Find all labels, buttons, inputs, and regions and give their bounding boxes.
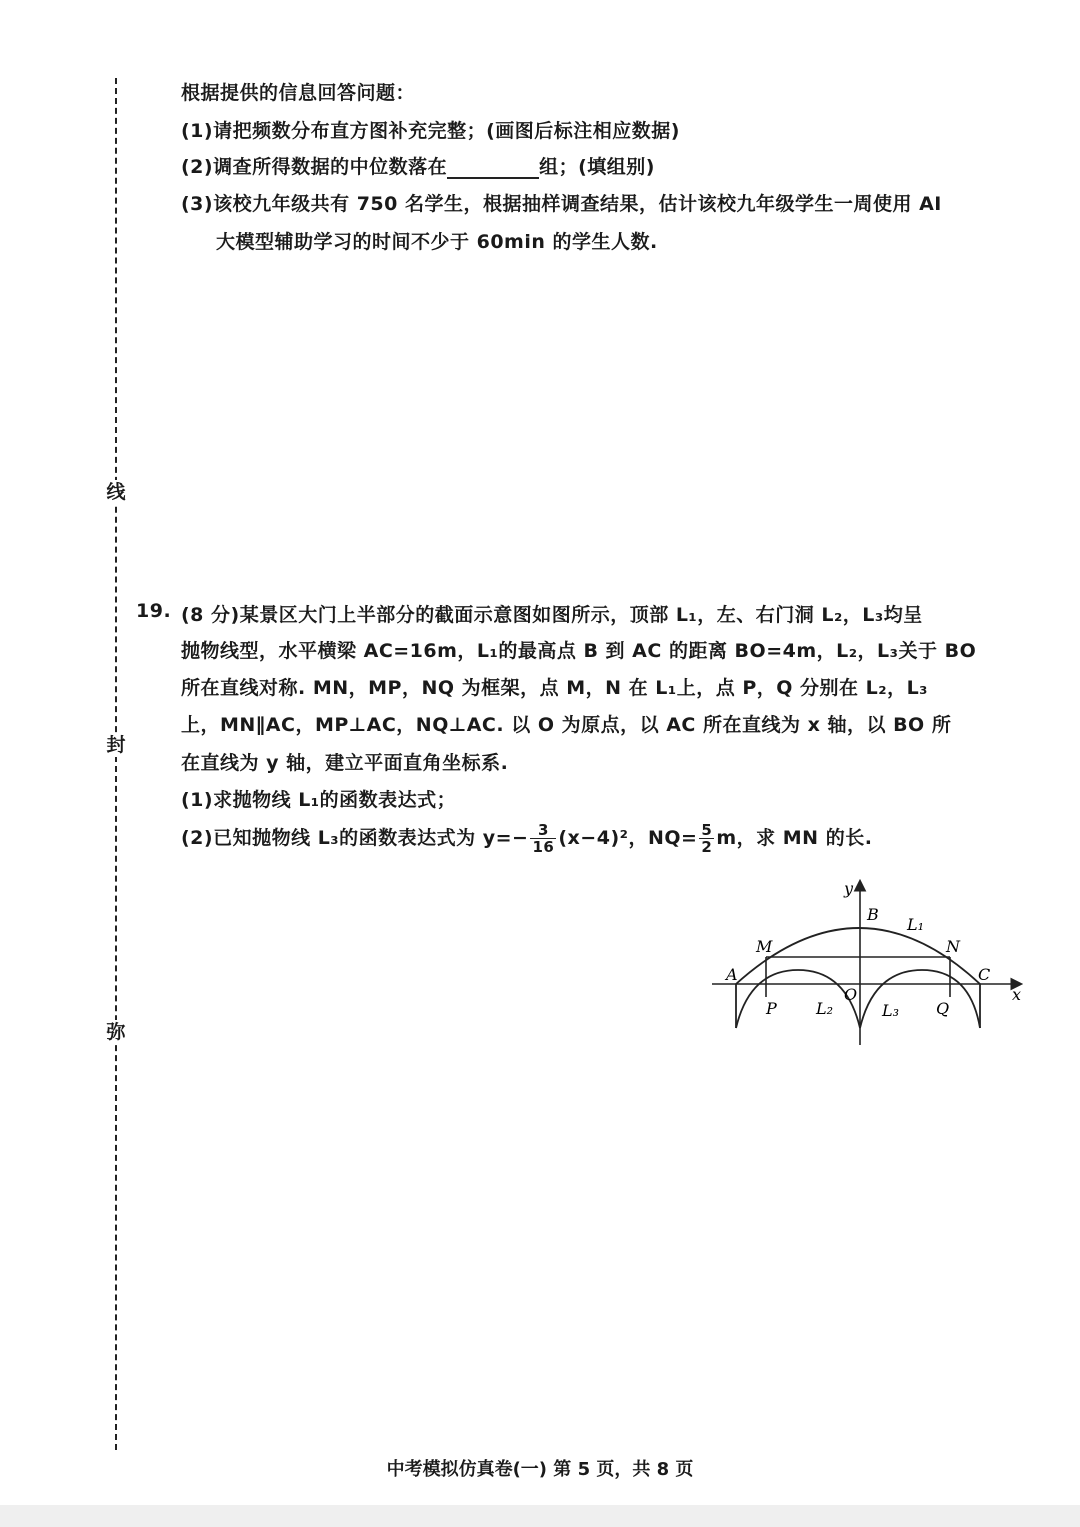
margin-label-mi: 弥 (104, 1020, 128, 1044)
label-y: y (844, 879, 854, 898)
q18-part1: (1)请把频数分布直方图补充完整；(画图后标注相应数据) (181, 120, 680, 142)
fraction-numerator: 3 (530, 822, 556, 839)
q19-number: 19. (136, 600, 172, 622)
label-m: M (756, 937, 773, 956)
label-q: Q (936, 999, 950, 1018)
q19-line1: (8 分)某景区大门上半部分的截面示意图如图所示，顶部 L₁，左、右门洞 L₂，L₃均呈 (181, 604, 923, 626)
q19-part2-b: (x−4)²，NQ= (558, 827, 698, 849)
fraction-numerator: 5 (701, 821, 713, 839)
label-b: B (867, 905, 879, 924)
label-o: O (844, 985, 858, 1004)
q18-part2 (181, 152, 655, 179)
answer-blank (447, 159, 539, 179)
fraction-5-2 (699, 822, 714, 855)
q18-intro: 根据提供的信息回答问题： (181, 82, 416, 104)
margin-label-feng: 封 (104, 733, 128, 757)
q19-line5: 在直线为 y 轴，建立平面直角坐标系. (181, 752, 509, 774)
margin-label-xian: 线 (104, 480, 128, 504)
q19-line2: 抛物线型，水平横梁 AC=16m，L₁的最高点 B 到 AC 的距离 BO=4m，L₂，L₃关于 BO (181, 640, 977, 662)
q19-part2-c: m，求 MN 的长. (716, 827, 873, 849)
fraction-denominator: 2 (701, 838, 713, 856)
fraction-denominator: 16 (532, 838, 555, 856)
parabola-l3 (860, 970, 980, 1028)
label-l3: L₃ (882, 1001, 900, 1020)
label-a: A (726, 965, 738, 984)
label-c: C (978, 965, 991, 984)
binding-dashed-line (115, 78, 117, 1450)
q18-part2-after: 组；(填组别) (539, 156, 655, 178)
q19-part1: (1)求抛物线 L₁的函数表达式； (181, 789, 457, 811)
q18-part3-line2: 大模型辅助学习的时间不少于 60min 的学生人数. (216, 231, 658, 253)
label-l2: L₂ (816, 999, 834, 1018)
q19-line4: 上，MN∥AC，MP⊥AC，NQ⊥AC. 以 O 为原点，以 AC 所在直线为 x 轴，以 BO 所 (181, 714, 952, 736)
label-l1: L₁ (907, 915, 925, 934)
page-footer: 中考模拟仿真卷(一) 第 5 页，共 8 页 (386, 1459, 694, 1480)
label-n: N (946, 937, 960, 956)
q19-part2-a: (2)已知抛物线 L₃的函数表达式为 y=− (181, 827, 529, 849)
scan-bottom-band (0, 1505, 1080, 1527)
fraction-3-16 (530, 822, 556, 855)
q18-part3-line1: (3)该校九年级共有 750 名学生，根据抽样调查结果，估计该校九年级学生一周使用 AI (181, 193, 942, 215)
q19-line3: 所在直线对称. MN，MP，NQ 为框架，点 M，N 在 L₁上，点 P，Q 分别在 L₂，L₃ (181, 677, 929, 699)
parabola-l2 (736, 970, 860, 1028)
q19-part2 (181, 822, 872, 855)
gate-diagram (700, 870, 1030, 1055)
label-p: P (766, 999, 777, 1018)
label-x: x (1012, 985, 1022, 1004)
q18-part2-before: (2)调查所得数据的中位数落在 (181, 156, 448, 178)
